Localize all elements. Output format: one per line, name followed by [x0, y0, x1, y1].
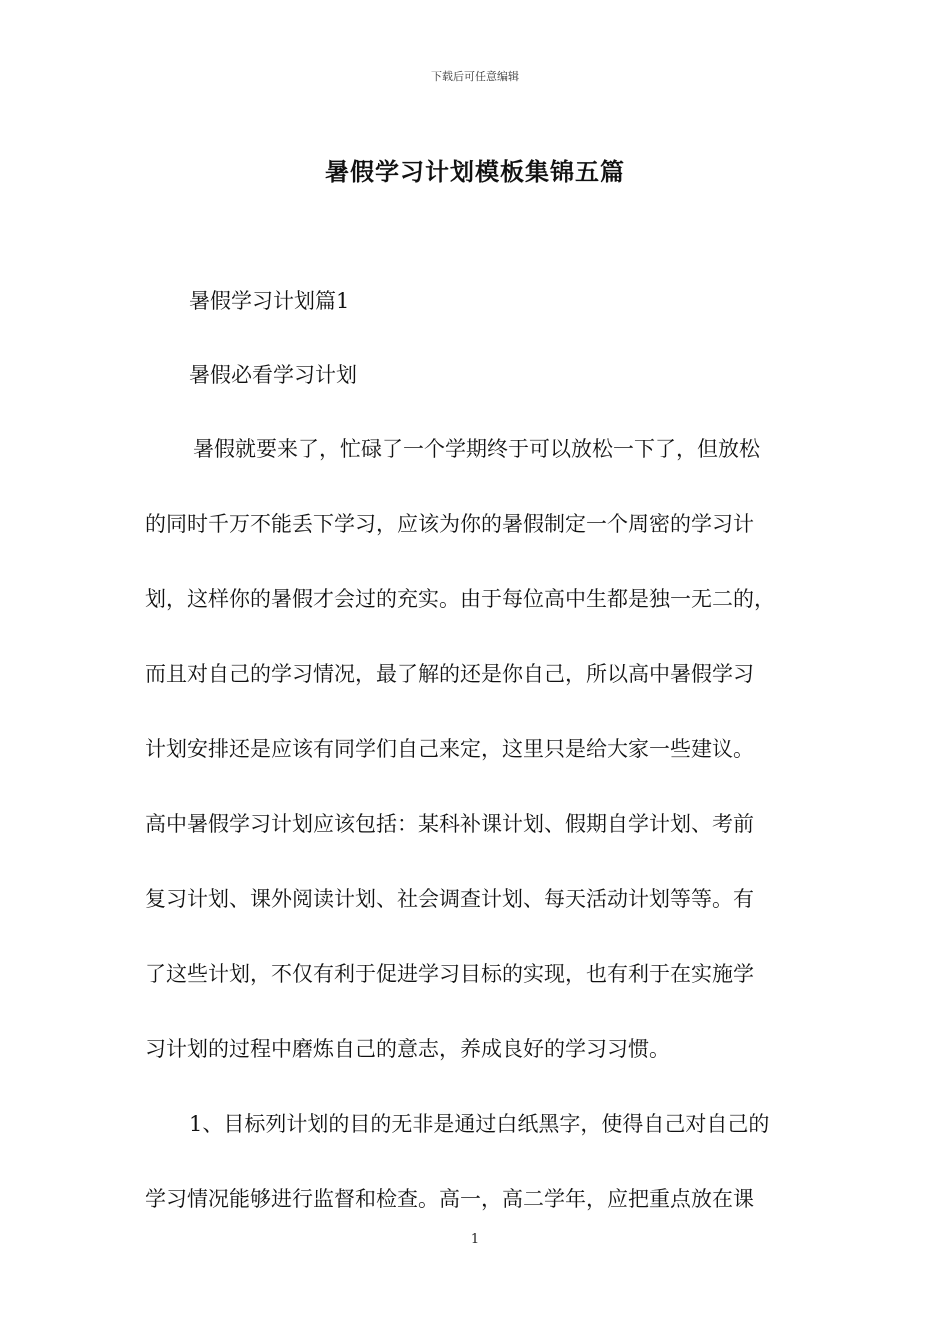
paragraph-line: 1、目标列计划的目的无非是通过白纸黑字，使得自己对自己的 [189, 1112, 770, 1136]
paragraph-line: 学习情况能够进行监督和检查。高一，高二学年，应把重点放在课 [145, 1187, 754, 1211]
section-heading: 暑假学习计划篇1 [189, 289, 350, 313]
paragraph-line: 高中暑假学习计划应该包括：某科补课计划、假期自学计划、考前 [145, 812, 754, 836]
paragraph-line: 复习计划、课外阅读计划、社会调查计划、每天活动计划等等。有 [145, 887, 754, 911]
document-title: 暑假学习计划模板集锦五篇 [325, 157, 625, 186]
subheading: 暑假必看学习计划 [189, 363, 357, 387]
page-number: 1 [470, 1232, 480, 1247]
paragraph-line: 划，这样你的暑假才会过的充实。由于每位高中生都是独一无二的， [145, 587, 775, 611]
paragraph-line: 了这些计划，不仅有利于促进学习目标的实现，也有利于在实施学 [145, 962, 754, 986]
paragraph-line: 计划安排还是应该有同学们自己来定，这里只是给大家一些建议。 [145, 737, 754, 761]
paragraph-line: 的同时千万不能丢下学习，应该为你的暑假制定一个周密的学习计 [145, 512, 754, 536]
paragraph-line: 而且对自己的学习情况，最了解的还是你自己，所以高中暑假学习 [145, 662, 754, 686]
page-header: 下载后可任意编辑 [431, 70, 519, 83]
paragraph-line: 暑假就要来了，忙碌了一个学期终于可以放松一下了，但放松 [193, 437, 760, 461]
paragraph-line: 习计划的过程中磨炼自己的意志，养成良好的学习习惯。 [145, 1037, 670, 1061]
